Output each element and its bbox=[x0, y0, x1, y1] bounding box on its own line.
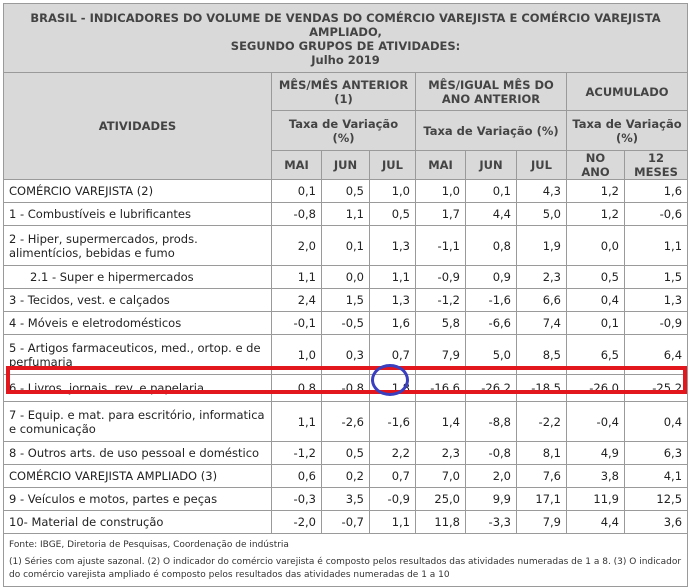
table-row bbox=[4, 488, 688, 511]
value-cell: -2,0 bbox=[272, 511, 322, 534]
value-cell: 12,5 bbox=[625, 488, 688, 511]
taxa-header-1: Taxa de Variação (%) bbox=[272, 111, 416, 151]
value-cell: 0,1 bbox=[272, 180, 322, 203]
col-header: JUN bbox=[466, 151, 517, 180]
table-row bbox=[4, 402, 688, 442]
taxa-header-3: Taxa de Variação (%) bbox=[567, 111, 688, 151]
taxa-header-2: Taxa de Variação (%) bbox=[416, 111, 567, 151]
value-cell: 3,6 bbox=[625, 511, 688, 534]
value-cell: 0,3 bbox=[322, 335, 370, 375]
value-cell: 1,3 bbox=[370, 289, 416, 312]
value-cell: 7,6 bbox=[517, 465, 567, 488]
indicators-table bbox=[3, 3, 688, 587]
value-cell: 1,6 bbox=[370, 312, 416, 335]
value-cell: 1,1 bbox=[272, 266, 322, 289]
value-cell: 0,5 bbox=[567, 266, 625, 289]
value-cell: 6,6 bbox=[517, 289, 567, 312]
value-cell: -1,2 bbox=[416, 289, 466, 312]
value-cell: 4,4 bbox=[466, 203, 517, 226]
value-cell: 1,2 bbox=[567, 203, 625, 226]
value-cell: 0,1 bbox=[322, 226, 370, 266]
value-cell: -25,2 bbox=[625, 375, 688, 402]
activity-label: 6 - Livros, jornais, rev. e papelaria bbox=[4, 375, 272, 402]
value-cell: 0,1 bbox=[567, 312, 625, 335]
activity-label: 8 - Outros arts. de uso pessoal e doméstico bbox=[4, 442, 272, 465]
value-cell: 5,0 bbox=[517, 203, 567, 226]
table-title-row bbox=[4, 4, 688, 73]
value-cell: 2,2 bbox=[370, 442, 416, 465]
value-cell: -0,5 bbox=[322, 312, 370, 335]
value-cell: 25,0 bbox=[416, 488, 466, 511]
value-cell: 11,9 bbox=[567, 488, 625, 511]
source-note: Fonte: IBGE, Diretoria de Pesquisas, Coordenação de indústria bbox=[4, 534, 688, 555]
value-cell: -1,6 bbox=[370, 402, 416, 442]
value-cell: -2,6 bbox=[322, 402, 370, 442]
activity-label: COMÉRCIO VAREJISTA (2) bbox=[4, 180, 272, 203]
table-row bbox=[4, 289, 688, 312]
value-cell: 1,0 bbox=[272, 335, 322, 375]
value-cell: 0,1 bbox=[466, 180, 517, 203]
value-cell: 0,5 bbox=[322, 442, 370, 465]
activity-label: 4 - Móveis e eletrodomésticos bbox=[4, 312, 272, 335]
value-cell: -3,3 bbox=[466, 511, 517, 534]
value-cell: 1,1 bbox=[370, 511, 416, 534]
group-header-row bbox=[4, 73, 688, 111]
value-cell: 1,1 bbox=[322, 203, 370, 226]
value-cell: 1,0 bbox=[416, 180, 466, 203]
value-cell: -16,6 bbox=[416, 375, 466, 402]
value-cell: 8,1 bbox=[517, 442, 567, 465]
value-cell: 3,5 bbox=[322, 488, 370, 511]
col-header: MAI bbox=[416, 151, 466, 180]
value-cell: -18,5 bbox=[517, 375, 567, 402]
col-header: JUN bbox=[322, 151, 370, 180]
value-cell: 1,2 bbox=[567, 180, 625, 203]
value-cell: 2,0 bbox=[466, 465, 517, 488]
col-header: 12 MESES bbox=[625, 151, 688, 180]
value-cell: 0,8 bbox=[272, 375, 322, 402]
value-cell: -0,7 bbox=[322, 511, 370, 534]
footnote-row bbox=[4, 554, 688, 587]
value-cell: 4,3 bbox=[517, 180, 567, 203]
activity-label: 1 - Combustíveis e lubrificantes bbox=[4, 203, 272, 226]
table-row bbox=[4, 312, 688, 335]
value-cell: 4,4 bbox=[567, 511, 625, 534]
value-cell: 1,5 bbox=[625, 266, 688, 289]
footnote: (1) Séries com ajuste sazonal. (2) O indicador do comércio varejista é composto pelos resultados das atividades numeradas de 1 a 8. (3) O indicador do comércio varejista ampliado é composto pelos resultados das atividades numeradas de 1 a 10 bbox=[4, 554, 688, 587]
col-header: MAI bbox=[272, 151, 322, 180]
value-cell: 7,4 bbox=[517, 312, 567, 335]
value-cell: 1,0 bbox=[370, 180, 416, 203]
value-cell: -0,3 bbox=[272, 488, 322, 511]
value-cell: -6,6 bbox=[466, 312, 517, 335]
table-row bbox=[4, 180, 688, 203]
value-cell: 3,8 bbox=[567, 465, 625, 488]
value-cell: -0,9 bbox=[625, 312, 688, 335]
value-cell: 6,3 bbox=[625, 442, 688, 465]
value-cell: 0,4 bbox=[567, 289, 625, 312]
activity-label: 7 - Equip. e mat. para escritório, informatica e comunicação bbox=[4, 402, 272, 442]
value-cell: -0,9 bbox=[370, 488, 416, 511]
value-cell: 8,5 bbox=[517, 335, 567, 375]
value-cell: -0,6 bbox=[625, 203, 688, 226]
activity-label: 2.1 - Super e hipermercados bbox=[4, 266, 272, 289]
table-row bbox=[4, 375, 688, 402]
value-cell: 2,0 bbox=[272, 226, 322, 266]
value-cell: -1,2 bbox=[272, 442, 322, 465]
value-cell: 0,9 bbox=[466, 266, 517, 289]
value-cell: 0,4 bbox=[625, 402, 688, 442]
title-line-3: Julho 2019 bbox=[311, 53, 380, 67]
value-cell: 0,2 bbox=[322, 465, 370, 488]
table-title bbox=[4, 4, 688, 73]
value-cell: 0,6 bbox=[272, 465, 322, 488]
value-cell: -1,6 bbox=[466, 289, 517, 312]
value-cell: -0,8 bbox=[272, 203, 322, 226]
value-cell: -1,1 bbox=[416, 226, 466, 266]
group-header-acumulado: ACUMULADO bbox=[567, 73, 688, 111]
table-row bbox=[4, 226, 688, 266]
value-cell: 5,0 bbox=[466, 335, 517, 375]
value-cell: 0,7 bbox=[370, 335, 416, 375]
col-header: JUL bbox=[517, 151, 567, 180]
value-cell: 2,3 bbox=[517, 266, 567, 289]
value-cell: -2,2 bbox=[517, 402, 567, 442]
activity-label: 2 - Hiper, supermercados, prods. alimentícios, bebidas e fumo bbox=[4, 226, 272, 266]
value-cell: 0,5 bbox=[370, 203, 416, 226]
value-cell: 6,5 bbox=[567, 335, 625, 375]
value-cell: 1,6 bbox=[625, 180, 688, 203]
value-cell: -26,0 bbox=[567, 375, 625, 402]
table-row bbox=[4, 335, 688, 375]
value-cell: 17,1 bbox=[517, 488, 567, 511]
value-cell: 7,0 bbox=[416, 465, 466, 488]
group-header-igual-mes: MÊS/IGUAL MÊS DO ANO ANTERIOR bbox=[416, 73, 567, 111]
table-row bbox=[4, 266, 688, 289]
value-cell: 1,3 bbox=[370, 226, 416, 266]
activity-label: 5 - Artigos farmaceuticos, med., ortop. e de perfumaria bbox=[4, 335, 272, 375]
value-cell: 1,4 bbox=[416, 402, 466, 442]
value-cell: 6,4 bbox=[625, 335, 688, 375]
value-cell: 0,7 bbox=[370, 465, 416, 488]
col-header: JUL bbox=[370, 151, 416, 180]
col-header: NO ANO bbox=[567, 151, 625, 180]
value-cell: 2,3 bbox=[416, 442, 466, 465]
value-cell: 1,9 bbox=[517, 226, 567, 266]
value-cell: 1,1 bbox=[272, 402, 322, 442]
table-row bbox=[4, 203, 688, 226]
atividades-header: ATIVIDADES bbox=[4, 73, 272, 180]
value-cell: -0,1 bbox=[272, 312, 322, 335]
value-cell: 1,1 bbox=[625, 226, 688, 266]
value-cell: -0,4 bbox=[567, 402, 625, 442]
value-cell: -26,2 bbox=[466, 375, 517, 402]
value-cell: -8,8 bbox=[466, 402, 517, 442]
table-row bbox=[4, 465, 688, 488]
activity-label: 10- Material de construção bbox=[4, 511, 272, 534]
value-cell: 1,1 bbox=[370, 266, 416, 289]
value-cell: 0,0 bbox=[567, 226, 625, 266]
value-cell: 4,9 bbox=[567, 442, 625, 465]
table-row bbox=[4, 511, 688, 534]
value-cell: -0,8 bbox=[322, 375, 370, 402]
value-cell: 0,5 bbox=[322, 180, 370, 203]
title-line-1: BRASIL - INDICADORES DO VOLUME DE VENDAS DO COMÉRCIO VAREJISTA E COMÉRCIO VAREJISTA AMPLIADO, bbox=[30, 11, 661, 39]
indicators-table-container bbox=[3, 3, 687, 587]
activity-label: 3 - Tecidos, vest. e calçados bbox=[4, 289, 272, 312]
table-body bbox=[4, 180, 688, 534]
value-cell: 1,5 bbox=[322, 289, 370, 312]
group-header-mes-anterior: MÊS/MÊS ANTERIOR (1) bbox=[272, 73, 416, 111]
value-cell: 0,0 bbox=[322, 266, 370, 289]
value-cell: 5,8 bbox=[416, 312, 466, 335]
value-cell: 7,9 bbox=[517, 511, 567, 534]
value-cell: 0,8 bbox=[466, 226, 517, 266]
title-line-2: SEGUNDO GRUPOS DE ATIVIDADES: bbox=[230, 39, 461, 53]
value-cell: 1,3 bbox=[625, 289, 688, 312]
value-cell: 9,9 bbox=[466, 488, 517, 511]
activity-label: 9 - Veículos e motos, partes e peças bbox=[4, 488, 272, 511]
table-row bbox=[4, 442, 688, 465]
value-cell: -0,9 bbox=[416, 266, 466, 289]
value-cell: 1,7 bbox=[416, 203, 466, 226]
value-cell: 2,4 bbox=[272, 289, 322, 312]
value-cell: 11,8 bbox=[416, 511, 466, 534]
activity-label: COMÉRCIO VAREJISTA AMPLIADO (3) bbox=[4, 465, 272, 488]
value-cell: 1,8 bbox=[370, 375, 416, 402]
value-cell: 7,9 bbox=[416, 335, 466, 375]
value-cell: -0,8 bbox=[466, 442, 517, 465]
source-row bbox=[4, 534, 688, 555]
value-cell: 4,1 bbox=[625, 465, 688, 488]
